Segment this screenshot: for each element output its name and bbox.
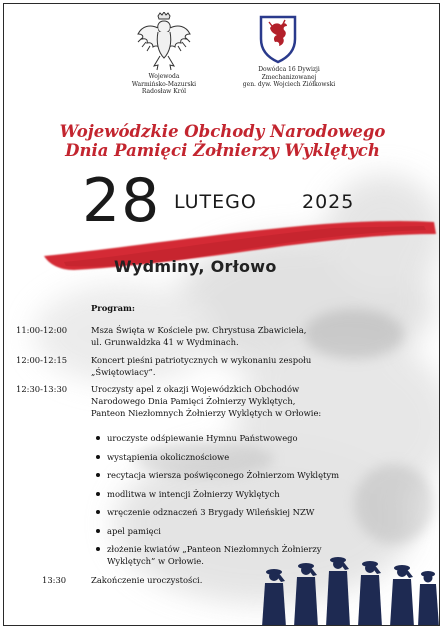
program-description: [91, 383, 366, 419]
event-title-line-1: Wojewódzkie Obchody Narodowego: [59, 122, 386, 141]
program-description: Zakończenie uroczystości.: [91, 575, 203, 585]
list-item: modlitwa w intencji Żołnierzy Wyklętych: [91, 488, 391, 500]
program-time: 12:30-13:30: [16, 384, 68, 394]
list-item: złożenie kwiatów „Panteon Niezłomnych Żołnierzy Wyklętych” w Orłowie.: [91, 543, 352, 567]
event-location: Wydminy, Orłowo: [114, 257, 277, 276]
description-line: „Świętowiacy”.: [91, 367, 156, 377]
saluting-soldiers-silhouette: [254, 552, 440, 626]
description-line: Narodowego Dnia Pamięci Żołnierzy Wyklętych,: [91, 396, 296, 406]
governor-signature-block: [109, 73, 219, 96]
commander-signature-block: [224, 66, 354, 89]
program-description: [91, 354, 366, 378]
commander-unit-line: Zmechanizowanej: [261, 73, 317, 81]
description-line: Koncert pieśni patriotycznych w wykonaniu zespołu: [91, 355, 312, 365]
list-item: recytacja wiersza poświęconego Żołnierzom Wyklętym: [91, 469, 391, 481]
list-item: wystąpienia okolicznościowe: [91, 451, 391, 463]
program-time: 13:30: [42, 575, 67, 585]
list-item: uroczyste odśpiewanie Hymnu Państwowego: [91, 432, 391, 444]
commander-title-line: Dowódca 16 Dywizji: [258, 66, 320, 73]
program-description: [91, 324, 366, 348]
event-title-line-2: Dnia Pamięci Żołnierzy Wyklętych: [65, 141, 380, 160]
program-label: Program:: [91, 303, 135, 313]
program-time: 12:00-12:15: [16, 355, 68, 365]
polish-eagle-emblem-icon: [136, 12, 192, 74]
governor-title-line: Wojewoda: [148, 73, 180, 80]
event-month: LUTEGO: [174, 191, 257, 213]
program-time: 11:00-12:00: [16, 325, 68, 335]
description-line: Panteon Niezłomnych Żołnierzy Wyklętych w Orłowie:: [91, 408, 322, 418]
description-line: Msza Święta w Kościele pw. Chrystusa Zbawiciela,: [91, 325, 307, 335]
description-line: Uroczysty apel z okazji Wojewódzkich Obchodów: [91, 384, 300, 394]
poster: [3, 3, 440, 626]
event-day: 28: [82, 166, 161, 236]
list-item: apel pamięci: [91, 525, 391, 537]
event-year: 2025: [302, 191, 355, 213]
description-line: ul. Grunwaldzka 41 w Wydminach.: [91, 337, 239, 347]
governor-name-line: Radosław Król: [141, 88, 187, 95]
commander-name-line: gen. dyw. Wojciech Ziółkowski: [242, 81, 336, 88]
list-item: wręczenie odznaczeń 3 Brygady Wileńskiej NZW: [91, 506, 391, 518]
division-crest-icon: [258, 14, 298, 64]
governor-region-line: Warmińsko-Mazurski: [131, 80, 197, 88]
